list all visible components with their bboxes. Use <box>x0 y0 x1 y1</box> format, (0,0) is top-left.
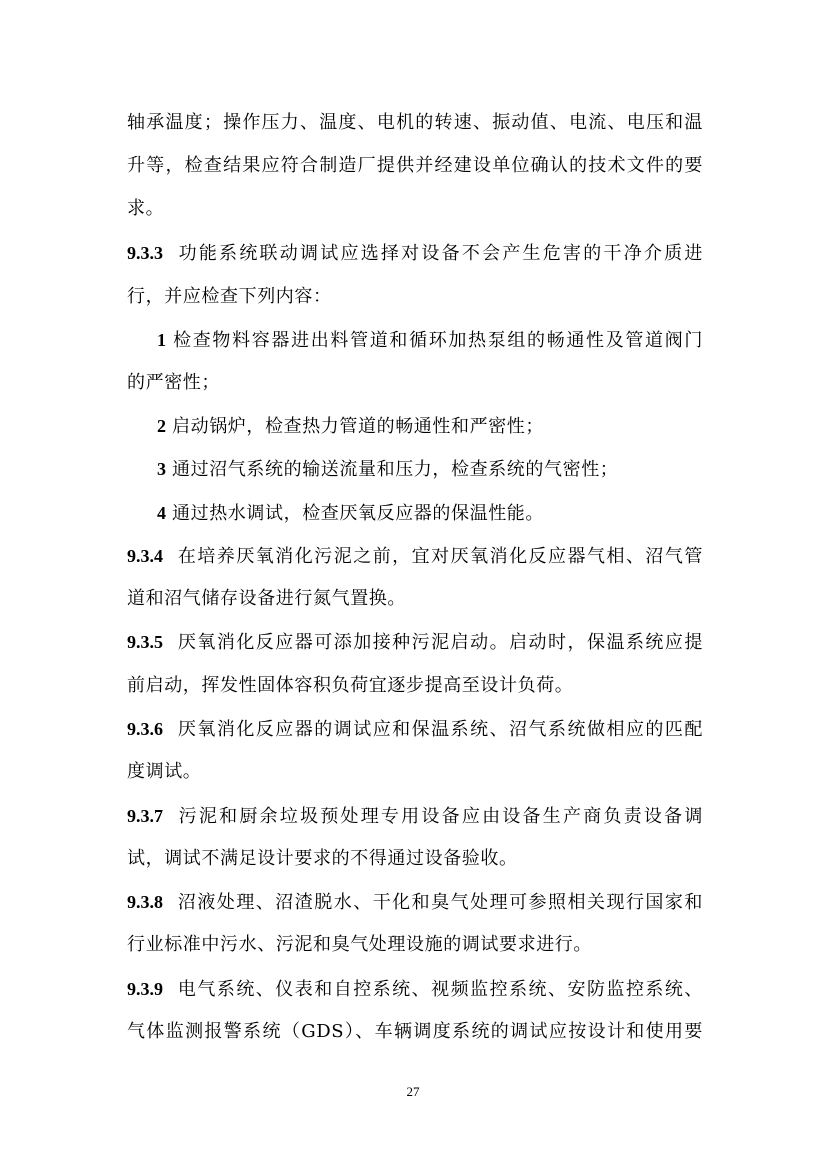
clause-9-3-3 <box>127 241 703 266</box>
clause-9-3-6 <box>127 717 703 742</box>
clause-text: 厌氧消化反应器可添加接种污泥启动。启动时，保温系统应提 <box>177 632 703 653</box>
paragraph-line: 行业标准中污水、污泥和臭气处理设施的调试要求进行。 <box>127 934 592 955</box>
list-item-number: 4 <box>157 503 166 523</box>
list-item-text: 检查物料容器进出料管道和循环加热泵组的畅通性及管道阀门 <box>172 330 703 351</box>
clause-9-3-5 <box>127 630 703 655</box>
list-item-number: 1 <box>157 330 166 350</box>
list-item-text: 通过热水调试，检查厌氧反应器的保温性能。 <box>172 503 544 524</box>
page-number: 27 <box>406 1084 420 1099</box>
paragraph-line: 求。 <box>127 198 165 219</box>
clause-text: 沼液处理、沼渣脱水、干化和臭气处理可参照相关现行国家和 <box>177 892 703 913</box>
paragraph-line: 的严密性； <box>127 372 220 393</box>
paragraph-line: 道和沼气储存设备进行氮气置换。 <box>127 588 406 609</box>
clause-text: 电气系统、仪表和自控系统、视频监控系统、安防监控系统、 <box>177 979 703 1000</box>
clause-text: 厌氧消化反应器的调试应和保温系统、沼气系统做相应的匹配 <box>177 719 703 740</box>
list-item-1 <box>157 328 703 353</box>
paragraph-line: 试，调试不满足设计要求的不得通过设备验收。 <box>127 848 518 869</box>
clause-9-3-8 <box>127 890 703 915</box>
clause-number: 9.3.9 <box>127 979 163 999</box>
clause-text: 功能系统联动调试应选择对设备不会产生危害的干净介质进 <box>177 243 703 264</box>
clause-number: 9.3.7 <box>127 806 163 826</box>
clause-number: 9.3.4 <box>127 546 163 566</box>
paragraph-line: 前启动，挥发性固体容积负荷宜逐步提高至设计负荷。 <box>127 675 574 696</box>
list-item-text: 通过沼气系统的输送流量和压力，检查系统的气密性； <box>172 459 619 480</box>
clause-9-3-7 <box>127 804 703 829</box>
list-item-3 <box>157 457 703 482</box>
list-item-number: 3 <box>157 459 166 479</box>
paragraph-line: 行，并应检查下列内容： <box>127 286 332 307</box>
clause-9-3-9 <box>127 977 703 1002</box>
list-item-number: 2 <box>157 416 166 436</box>
clause-number: 9.3.6 <box>127 719 163 739</box>
paragraph-line: 气体监测报警系统（GDS）、车辆调度系统的调试应按设计和使用要 <box>127 1021 703 1042</box>
clause-number: 9.3.5 <box>127 632 163 652</box>
clause-text: 在培养厌氧消化污泥之前，宜对厌氧消化反应器气相、沼气管 <box>177 546 703 567</box>
list-item-text: 启动锅炉，检查热力管道的畅通性和严密性； <box>172 416 544 437</box>
paragraph-line: 度调试。 <box>127 761 202 782</box>
list-item-4 <box>157 501 703 526</box>
clause-number: 9.3.8 <box>127 892 163 912</box>
paragraph-line: 升等，检查结果应符合制造厂提供并经建设单位确认的技术文件的要 <box>127 155 703 176</box>
list-item-2 <box>157 414 703 439</box>
clause-number: 9.3.3 <box>127 243 163 263</box>
clause-9-3-4 <box>127 544 703 569</box>
clause-text: 污泥和厨余垃圾预处理专用设备应由设备生产商负责设备调 <box>177 806 703 827</box>
paragraph-line: 轴承温度；操作压力、温度、电机的转速、振动值、电流、电压和温 <box>127 112 703 133</box>
